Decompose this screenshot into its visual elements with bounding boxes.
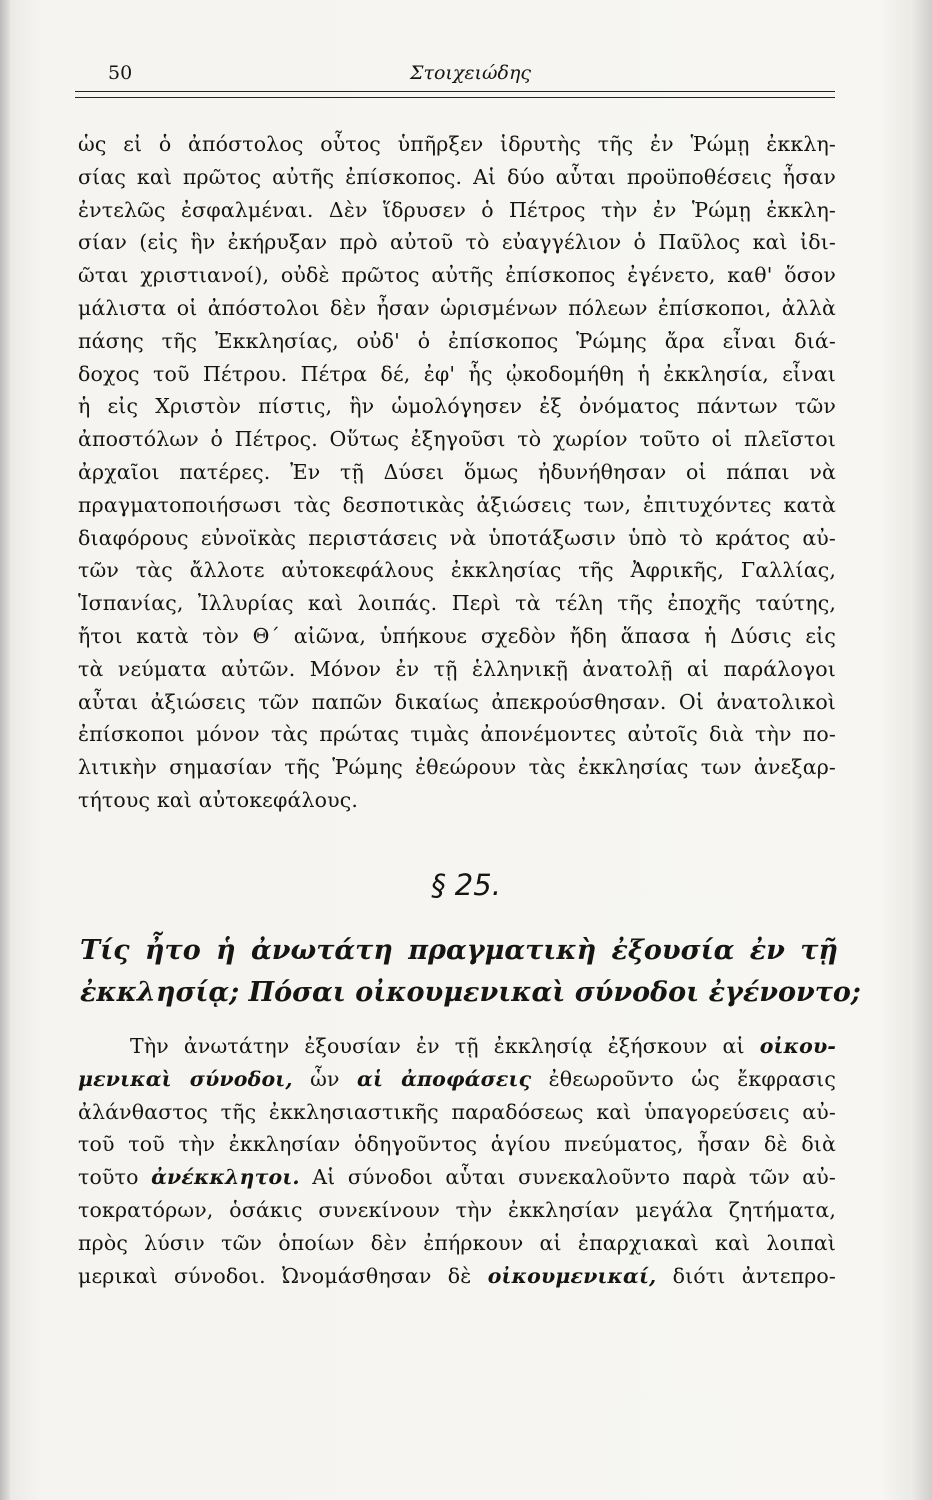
text-line: ἀποστόλων ὁ Πέτρος. Οὕτως ἐξηγοῦσι τὸ χωρίον τοῦτο οἱ πλεῖστοι bbox=[78, 427, 836, 452]
paragraph-1 bbox=[78, 128, 836, 817]
page-right-edge-shadow bbox=[910, 0, 932, 1500]
text-line: ἡ εἰς Χριστὸν πίστις, ἣν ὡμολόγησεν ἐξ ὀνόματος πάντων τῶν bbox=[78, 394, 836, 419]
emphasis: αἱ ἀποφάσεις bbox=[357, 1066, 532, 1091]
text-line: τοῦ τοῦ τὴν ἐκκλησίαν ὁδηγοῦντος ἁγίου πνεύματος, ἦσαν δὲ διὰ bbox=[78, 1132, 836, 1157]
page-header bbox=[108, 58, 833, 92]
text-line: ἐπίσκοποι μόνον τὰς πρώτας τιμὰς ἀπονέμοντες αὐτοῖς διὰ τὴν πο- bbox=[78, 722, 836, 747]
text-line: ἐντελῶς ἐσφαλμέναι. Δὲν ἵδρυσεν ὁ Πέτρος τὴν ἐν Ῥώμῃ ἐκκλη- bbox=[78, 197, 836, 222]
section-question-heading bbox=[80, 930, 861, 1014]
text-line: ὡς εἰ ὁ ἀπόστολος οὗτος ὑπῆρξεν ἱδρυτὴς τῆς ἐν Ῥώμῃ ἐκκλη- bbox=[78, 132, 836, 156]
text-line: σίας καὶ πρῶτος αὐτῆς ἐπίσκοπος. Αἱ δύο αὗται προϋποθέσεις ἦσαν bbox=[78, 164, 836, 189]
text-line: μερικαὶ σύνοδοι. Ὠνομάσθησαν δὲ οἰκουμενικαί, διότι ἀντεπρο- bbox=[78, 1263, 836, 1288]
running-title: Στοιχειώδης bbox=[410, 62, 531, 84]
emphasis: μενικαὶ σύνοδοι, bbox=[78, 1066, 293, 1091]
emphasis: οἰκουμενικαί, bbox=[487, 1263, 657, 1288]
text-line: πάσης τῆς Ἐκκλησίας, οὐδ' ὁ ἐπίσκοπος Ῥώμης ἄρα εἶναι διά- bbox=[78, 328, 836, 353]
text-line: ἀλάνθαστος τῆς ἐκκλησιαστικῆς παραδόσεως καὶ ὑπαγορεύσεις αὐ- bbox=[78, 1099, 836, 1124]
text-line: τῶν τὰς ἄλλοτε αὐτοκεφάλους ἐκκλησίας τῆς Ἀφρικῆς, Γαλλίας, bbox=[78, 558, 836, 583]
text-line: λιτικὴν σημασίαν τῆς Ῥώμης ἐθεώρουν τὰς ἐκκλησίας των ἀνεξαρ- bbox=[78, 755, 836, 780]
text-line: πρὸς λύσιν τῶν ὁποίων δὲν ἐπήρκουν αἱ ἐπαρχιακαὶ καὶ λοιπαὶ bbox=[78, 1230, 836, 1255]
text-line: μενικαὶ σύνοδοι, ὧν αἱ ἀποφάσεις ἐθεωροῦντο ὡς ἔκφρασις bbox=[78, 1066, 837, 1091]
text-line: τοκρατόρων, ὁσάκις συνεκίνουν τὴν ἐκκλησίαν μεγάλα ζητήματα, bbox=[78, 1197, 836, 1222]
text-line: σίαν (εἰς ἣν ἐκήρυξαν πρὸ αὐτοῦ τὸ εὐαγγέλιον ὁ Παῦλος καὶ ἰδι- bbox=[78, 230, 836, 255]
text-line: ἀρχαῖοι πατέρες. Ἐν τῇ Δύσει ὅμως ἠδυνήθησαν οἱ πάπαι νὰ bbox=[78, 459, 836, 484]
question-line: ἐκκλησίᾳ; Πόσαι οἰκουμενικαὶ σύνοδοι ἐγένοντο; bbox=[80, 977, 861, 1008]
text-line: ῶται χριστιανοί), οὐδὲ πρῶτος αὐτῆς ἐπίσκοπος ἐγένετο, καθ' ὅσον bbox=[78, 263, 836, 288]
header-double-rule bbox=[75, 91, 835, 98]
text-line: μάλιστα οἱ ἀπόστολοι δὲν ἦσαν ὡρισμένων πόλεων ἐπίσκοποι, ἀλλὰ bbox=[78, 295, 836, 320]
section-number: § 25. bbox=[431, 868, 501, 902]
paragraph-2 bbox=[78, 1030, 836, 1292]
emphasis: ἀνέκκλητοι. bbox=[151, 1165, 300, 1190]
page-left-edge-shadow bbox=[0, 0, 10, 1500]
text-line: πραγματοποιήσωσι τὰς δεσποτικὰς ἀξιώσεις των, ἐπιτυχόντες κατὰ bbox=[78, 492, 836, 517]
text-line: τήτους καὶ αὐτοκεφάλους. bbox=[78, 787, 358, 812]
text-line: τοῦτο ἀνέκκλητοι. Αἱ σύνοδοι αὗται συνεκαλοῦντο παρὰ τῶν αὐ- bbox=[78, 1165, 836, 1190]
page-number: 50 bbox=[108, 62, 133, 84]
emphasis: οἰκου- bbox=[759, 1034, 836, 1058]
text-line: Τὴν ἀνωτάτην ἐξουσίαν ἐν τῇ ἐκκλησίᾳ ἐξήσκουν αἱ οἰκου- bbox=[130, 1034, 836, 1058]
text-line: δοχος τοῦ Πέτρου. Πέτρα δέ, ἐφ' ἧς ᾠκοδομήθη ἡ ἐκκλησία, εἶναι bbox=[78, 361, 836, 386]
text-line: διαφόρους εὐνοϊκὰς περιστάσεις νὰ ὑποτάξωσιν ὑπὸ τὸ κράτος αὐ- bbox=[78, 525, 836, 550]
text-line: Ἱσπανίας, Ἰλλυρίας καὶ λοιπάς. Περὶ τὰ τέλη τῆς ἐποχῆς ταύτης, bbox=[78, 591, 836, 616]
text-line: ἤτοι κατὰ τὸν Θ΄ αἰῶνα, ὑπήκουε σχεδὸν ἤδη ἅπασα ἡ Δύσις εἰς bbox=[78, 623, 836, 648]
text-line: τὰ νεύματα αὐτῶν. Μόνον ἐν τῇ ἑλληνικῇ ἀνατολῇ αἱ παράλογοι bbox=[78, 656, 836, 681]
text-line: αὗται ἀξιώσεις τῶν παπῶν δικαίως ἀπεκρούσθησαν. Οἱ ἀνατολικοὶ bbox=[78, 689, 836, 714]
question-line: Τίς ἦτο ἡ ἀνωτάτη πραγματικὴ ἐξουσία ἐν τῇ bbox=[80, 935, 838, 966]
